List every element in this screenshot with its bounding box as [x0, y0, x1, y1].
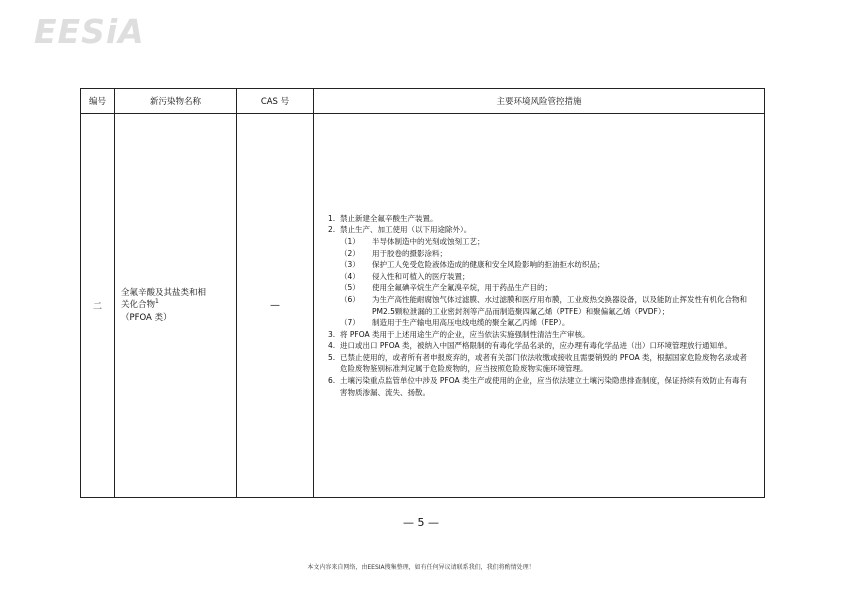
- header-number: 编号: [81, 89, 115, 114]
- footer-disclaimer: 本文内容来自网络，由EESIA搜集整理，如有任何异议请联系我们，我们将酌情处理！: [307, 564, 535, 571]
- table-header-row: [81, 89, 765, 114]
- list-item: （6） 为生产高性能耐腐蚀气体过滤膜、水过滤膜和医疗用布膜，工业废热交换器设备，以及能防止挥发性有机化合物和 PM2.5颗粒泄漏的工业密封剂等产品而制造聚四氟乙烯（PTFE）和聚偏氟乙烯（PVDF）；: [340, 294, 747, 316]
- header-control-measures: 主要环境风险管控措施: [314, 89, 765, 114]
- list-item: 4. 进口或出口 PFOA 类，被纳入中国严格限制的有毒化学品名录的，应办理有毒化学品进（出）口环境管理放行通知单。: [328, 341, 733, 351]
- eesia-watermark-logo: EESiA: [34, 12, 145, 51]
- footnote-marker: 1: [155, 298, 159, 306]
- list-item: （3） 保护工人免受危险液体造成的健康和安全风险影响的拒油拒水纺织品；: [340, 260, 605, 270]
- header-cas-number: CAS 号: [237, 89, 314, 114]
- pollutant-name-line2: 关化合物: [121, 300, 156, 311]
- exemptions-block: [328, 236, 752, 329]
- list-item: （5） 使用全氟碘辛烷生产全氟溴辛烷，用于药品生产目的；: [340, 283, 552, 293]
- table-row: [81, 114, 765, 498]
- list-item: 1. 禁止新建全氟辛酸生产装置。: [328, 213, 438, 223]
- list-item: 5. 已禁止使用的，或者所有者申报废弃的，或者有关部门依法收缴或接收且需要销毁的 PFOA 类，根据国家危险废物名录或者危险废物鉴别标准判定属于危险废物的，应当按照危险废物实施环境管理。: [328, 352, 748, 374]
- list-item: （4） 侵入性和可植入的医疗装置；: [340, 271, 470, 281]
- header-pollutant-name: 新污染物名称: [115, 89, 237, 114]
- page-number: — 5 —: [403, 516, 439, 529]
- cas-number: —: [237, 114, 314, 498]
- control-measures: [314, 114, 765, 498]
- list-item: 2. 禁止生产、加工使用（以下用途除外）。: [328, 225, 472, 235]
- row-number: 二: [81, 114, 115, 498]
- pollutant-name-line1: 全氟辛酸及其盐类和相: [121, 287, 207, 298]
- list-item: （1） 半导体制造中的光刻或蚀刻工艺；: [340, 236, 485, 246]
- list-item: 3. 将 PFOA 类用于上述用途生产的企业，应当依法实施强制性清洁生产审核。: [328, 329, 590, 339]
- exemptions-list: [328, 236, 752, 329]
- measures-list: [328, 213, 752, 399]
- pollutant-name: [115, 114, 237, 498]
- pollutant-name-line3: （PFOA 类）: [121, 312, 172, 323]
- list-item: （2） 用于胶卷的摄影涂料；: [340, 248, 447, 258]
- list-item: （7） 制造用于生产输电用高压电线电缆的聚全氟乙丙烯（FEP）。: [340, 318, 570, 328]
- pollutant-control-table: [80, 88, 765, 498]
- list-item: 6. 土壤污染重点监管单位中涉及 PFOA 类生产或使用的企业，应当依法建立土壤污染隐患排查制度，保证持续有效防止有毒有害物质渗漏、流失、扬散。: [328, 376, 748, 397]
